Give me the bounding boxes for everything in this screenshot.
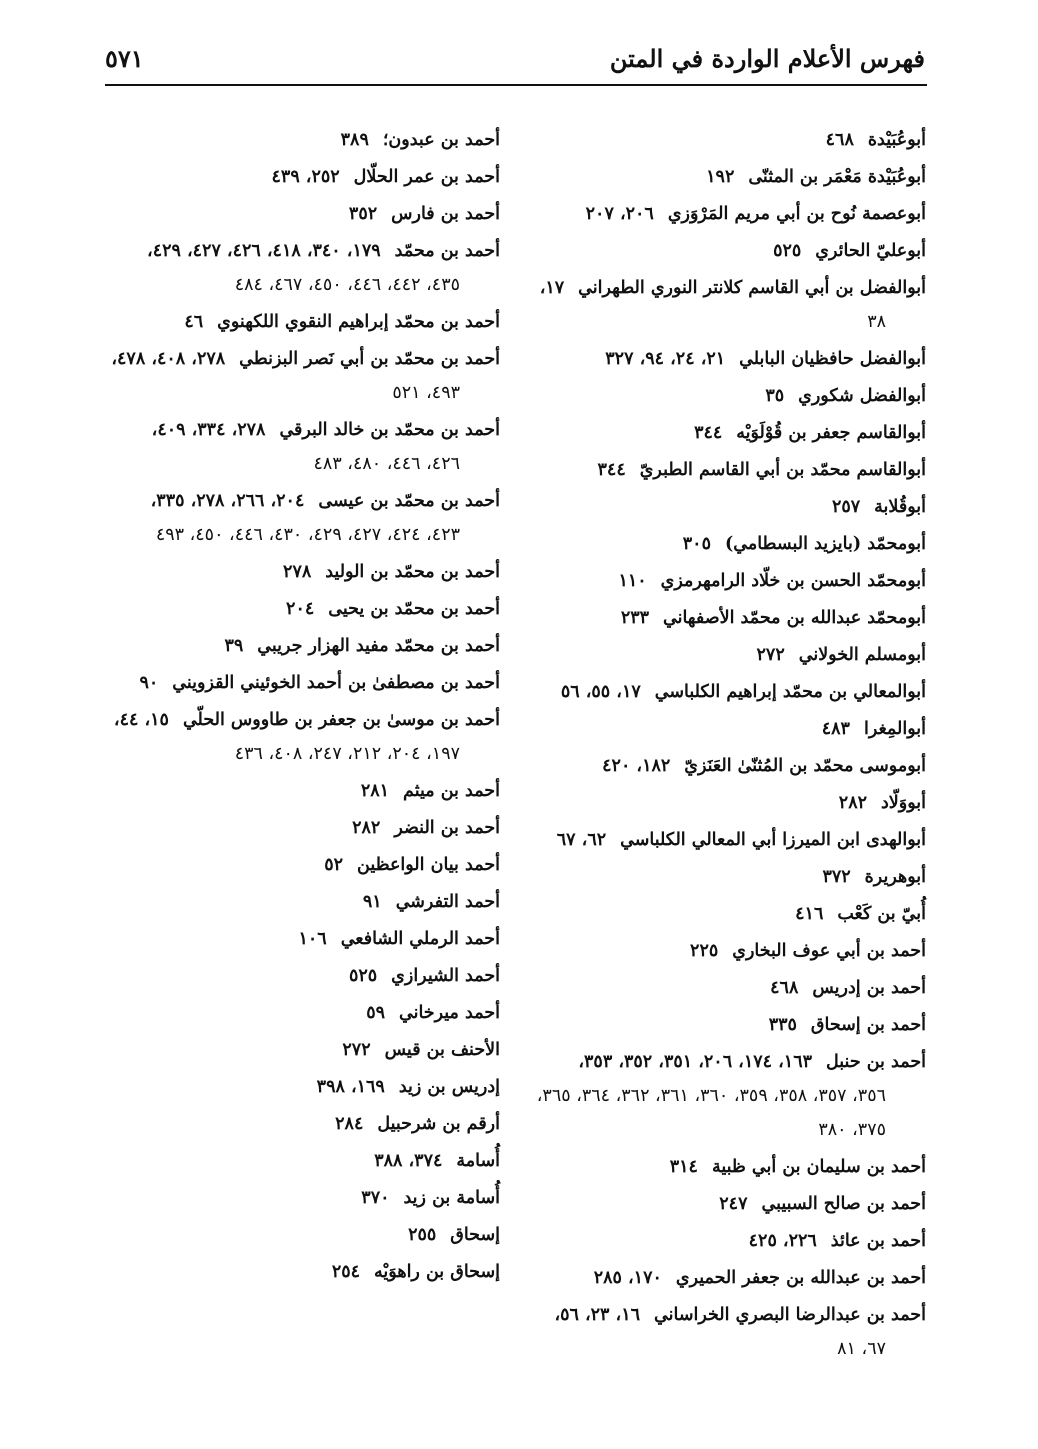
entry-page-refs: ٣٤٤ [694,423,723,443]
entry-name: أحمد بن إدريس [812,978,926,998]
entry-name: أحمد بن محمّد بن يحيى [328,599,500,619]
index-entry [506,933,926,970]
index-entry [506,1223,926,1260]
entry-page-refs: ٣٥ [765,386,785,406]
page-number: ٥٧١ [105,44,144,73]
entry-page-refs: ٥٢٥ [348,966,378,986]
index-entry [506,563,926,600]
entry-page-refs: ٥٢ [324,855,343,875]
index-entry [506,1297,926,1368]
entry-page-refs: ٣٩ [224,636,244,656]
entry-name: أحمد التفرشي [395,892,500,912]
index-entry [100,773,500,810]
entry-name: أحمد بن محمّد [394,241,500,261]
entry-name: أبوقُلابة [874,497,926,517]
index-entry [506,822,926,859]
entry-name: أبوالمعالي بن محمّد إبراهيم الكلباسي [654,682,926,702]
index-entry [506,1007,926,1044]
entry-page-refs: ٥٢٥ [773,241,802,261]
entry-page-refs: ٢٧٢ [342,1040,371,1060]
entry-page-refs: ٣٨٩ [340,130,369,150]
entry-page-refs: ٢٥٤ [331,1262,361,1282]
index-entry [100,1217,500,1254]
entry-page-refs-continued: ٣٨ [867,312,886,332]
index-entry [506,970,926,1007]
entry-name: أحمد بن عبدالله بن جعفر الحميري [675,1268,926,1288]
entry-page-refs: ٢٨١ [360,781,390,801]
entry-page-refs: ٤٦٨ [770,978,799,998]
index-entry [100,483,500,554]
entry-name: أحمد بن النضر [394,818,500,838]
entry-name: أُسامة [456,1151,500,1171]
entry-page-refs: ٢٧٨، ٣٣٤، ٤٠٩، [151,420,266,440]
entry-name: أبومحمّد عبدالله بن محمّد الأصفهاني [663,608,926,628]
entry-page-refs: ١٥، ٤٤، [113,710,169,730]
index-entry [506,270,926,341]
entry-page-refs: ٢٨٢ [838,793,867,813]
entry-page-refs: ١٠٦ [298,929,327,949]
index-entry [506,122,926,159]
entry-page-refs: ١٧، ٥٥، ٥٦ [560,682,641,702]
entry-page-refs: ٦٢، ٦٧ [556,830,607,850]
entry-name: أحمد بن محمّد بن الوليد [325,562,500,582]
entry-name: أبووَلّاد [881,793,926,813]
entry-page-refs: ٢٠٤ [286,599,315,619]
index-entry [100,921,500,958]
page-header [105,40,925,88]
entry-name: أحمد بن مصطفىٰ بن أحمد الخوئيني القزويني [172,673,500,693]
index-entry [100,1106,500,1143]
entry-page-refs: ٢٧٨، ٤٠٨، ٤٧٨، [111,349,226,369]
entry-name: أحمد بن إسحاق [810,1015,926,1035]
index-entry [100,1254,500,1291]
index-entry [506,1149,926,1186]
index-entry [506,526,926,563]
entry-name: أحمد بيان الواعظين [357,855,500,875]
entry-page-refs: ٤٨٣ [821,719,850,739]
index-entry [506,159,926,196]
entry-page-refs: ٣٣٥ [768,1015,797,1035]
index-column-right [506,122,926,1368]
index-entry [100,304,500,341]
entry-page-refs: ٣٤٤ [597,460,626,480]
entry-name: أحمد بن عائذ [830,1231,926,1251]
entry-name: أحمد بن ميثم [403,781,500,801]
entry-name: أبوالقاسم محمّد بن أبي القاسم الطبريّ [639,460,926,480]
entry-page-refs: ٢١، ٢٤، ٩٤، ٣٢٧ [605,349,726,369]
entry-page-refs: ٤٦ [184,312,204,332]
entry-page-refs: ٢٢٦، ٤٢٥ [748,1231,817,1251]
entry-page-refs: ٢٠٦، ٢٠٧ [585,204,654,224]
index-entry [100,847,500,884]
index-entry [506,748,926,785]
entry-page-refs: ٣٥٢ [348,204,378,224]
index-entry [506,600,926,637]
index-entry [100,412,500,483]
entry-name: أبوعُبَيْدة [867,130,926,150]
entry-name: أُسامة بن زيد [403,1188,500,1208]
entry-page-refs: ١٦٣، ١٧٤، ٢٠٦، ٣٥١، ٣٥٢، ٣٥٣، [578,1052,812,1072]
entry-page-refs-continued: ٦٧، ٨١ [837,1339,886,1359]
entry-name: أحمد بن صالح السبيبي [761,1194,926,1214]
index-entry [100,995,500,1032]
index-entry [100,341,500,412]
entry-page-refs: ٢٤٧ [719,1194,748,1214]
entry-page-refs: ٣٧٢ [822,867,851,887]
index-entry [506,637,926,674]
index-entry [100,1143,500,1180]
index-entry [100,554,500,591]
entry-page-refs: ١٨٢، ٤٢٠ [602,756,671,776]
entry-page-refs-continued: ٤٢٦، ٤٤٦، ٤٨٠، ٤٨٣ [313,454,460,474]
entry-name: أبوالمِغرا [863,719,926,739]
entry-page-refs: ٩١ [362,892,382,912]
index-entry [506,341,926,378]
index-entry [100,159,500,196]
entry-name: أبوعليّ الحائري [815,241,926,261]
entry-page-refs: ٢٧٨ [283,562,312,582]
entry-page-refs: ١٦، ٢٣، ٥٦، [554,1305,641,1325]
entry-name: أحمد الرملي الشافعي [340,929,500,949]
entry-name: أبومحمّد الحسن بن خلّاد الرامهرمزي [660,571,926,591]
entry-name: أحمد بن حنبل [826,1052,926,1072]
index-entry [100,1180,500,1217]
entry-page-refs: ١٧، [539,278,565,298]
entry-name: أحمد الشيرازي [391,966,500,986]
entry-name: أبوالقاسم جعفر بن قُوْلَوَيْه [736,423,926,443]
entry-page-refs: ٤١٦ [795,904,824,924]
entry-name: أبوهريرة [864,867,926,887]
entry-page-refs: ١١٠ [618,571,647,591]
index-entry [100,702,500,773]
entry-page-refs: ٩٠ [139,673,159,693]
entry-name: أبوموسى محمّد بن المُثنّىٰ العَنَزيّ [684,756,926,776]
entry-name: أحمد بن عبدالرضا البصري الخراساني [654,1305,926,1325]
index-entry [100,810,500,847]
index-entry [100,233,500,304]
index-entry [100,1069,500,1106]
entry-name: أحمد بن محمّد بن أبي نَصر البزنطي [239,349,500,369]
index-entry [506,859,926,896]
entry-page-refs: ١٧٠، ٢٨٥ [593,1268,662,1288]
entry-name: أبوعصمة نُوح بن أبي مريم المَرْوَزي [667,204,926,224]
entry-page-refs-continued: ٤٢٣، ٤٢٤، ٤٢٧، ٤٢٩، ٤٣٠، ٤٤٦، ٤٥٠، ٤٩٣ [155,525,460,545]
index-entry [100,665,500,702]
entry-name: أحمد بن محمّد إبراهيم النقوي اللكهنوي [217,312,500,332]
index-entry [100,958,500,995]
entry-page-refs: ٢٨٢ [352,818,381,838]
index-entry [506,378,926,415]
entry-name: أحمد بن موسىٰ بن جعفر بن طاووس الحلّي [182,710,500,730]
entry-name: الأحنف بن قيس [384,1040,500,1060]
entry-page-refs: ٢٣٣ [620,608,650,628]
entry-page-refs-continued: ٣٥٦، ٣٥٧، ٣٥٨، ٣٥٩، ٣٦٠، ٣٦١، ٣٦٢، ٣٦٤، ٣٦٥، ٣٧٥، ٣٨٠ [536,1086,886,1140]
entry-page-refs: ٢٥٥ [408,1225,437,1245]
entry-name: أحمد ميرخاني [399,1003,500,1023]
entry-name: أحمد بن محمّد بن عيسى [318,491,500,511]
index-entry [100,1032,500,1069]
entry-page-refs: ٣٧٤، ٣٨٨ [374,1151,443,1171]
index-entry [100,628,500,665]
entry-name: أحمد بن سليمان بن أبي ظبية [711,1157,926,1177]
entry-page-refs: ٣١٤ [669,1157,698,1177]
entry-name: أبومسلم الخولاني [798,645,926,665]
entry-page-refs-continued: ٤٣٥، ٤٤٢، ٤٤٦، ٤٥٠، ٤٦٧، ٤٨٤ [234,275,460,295]
index-entry [506,489,926,526]
entry-page-refs: ٢٥٧ [831,497,861,517]
entry-name: أبوالفضل شكوري [798,386,926,406]
entry-name: إدريس بن زيد [398,1077,500,1097]
index-entry [506,452,926,489]
index-entry [506,785,926,822]
entry-name: أُبيّ بن كَعْب [837,904,926,924]
entry-name: إسحاق بن راهوَيْه [374,1262,500,1282]
entry-page-refs: ١٧٩، ٣٤٠، ٤١٨، ٤٢٦، ٤٢٧، ٤٢٩، [147,241,381,261]
entry-page-refs: ٤٦٨ [825,130,854,150]
entry-name: إسحاق [450,1225,500,1245]
entry-page-refs: ١٩٢ [706,167,735,187]
entry-page-refs: ٢٥٢، ٤٣٩ [271,167,340,187]
entry-page-refs: ٢٧٢ [756,645,785,665]
entry-name: أبوعُبَيْدة مَعْمَر بن المثنّى [748,167,926,187]
entry-page-refs: ٣٠٥ [682,534,711,554]
index-entry [100,591,500,628]
index-entry [506,674,926,711]
index-title: فهرس الأعلام الواردة في المتن [609,44,925,73]
index-entry [100,884,500,921]
entry-name: أحمد بن عبدون؛ [382,130,500,150]
entry-name: أحمد بن فارس [391,204,500,224]
index-entry [100,122,500,159]
index-column-left [100,122,500,1291]
index-entry [506,1260,926,1297]
index-entry [506,896,926,933]
entry-name: أبومحمّد (بايزيد البسطامي) [724,534,926,554]
entry-page-refs: ٢٠٤، ٢٦٦، ٢٧٨، ٣٣٥، [150,491,305,511]
header-rule [105,84,927,86]
entry-page-refs: ٢٨٤ [335,1114,364,1134]
entry-page-refs: ٣٧٠ [361,1188,390,1208]
index-entry [506,196,926,233]
entry-name: أبوالفضل حافظيان البابلي [739,349,926,369]
entry-name: أحمد بن أبي عوف البخاري [732,941,926,961]
entry-name: أحمد بن محمّد بن خالد البرقي [279,420,500,440]
entry-name: أبوالفضل بن أبي القاسم كلانتر النوري الطهراني [578,278,926,298]
entry-page-refs: ٥٩ [366,1003,385,1023]
index-entry [100,196,500,233]
index-entry [506,1044,926,1149]
entry-name: أحمد بن محمّد مفيد الهزار جريبي [257,636,500,656]
index-entry [506,415,926,452]
entry-page-refs-continued: ٤٩٣، ٥٢١ [392,383,460,403]
entry-name: أرقم بن شرحبيل [377,1114,500,1134]
entry-page-refs-continued: ١٩٧، ٢٠٤، ٢١٢، ٢٤٧، ٤٠٨، ٤٣٦ [234,744,460,764]
index-entry [506,711,926,748]
index-entry [506,233,926,270]
index-entry [506,1186,926,1223]
entry-name: أحمد بن عمر الحلّال [353,167,500,187]
entry-name: أبوالهدى ابن الميرزا أبي المعالي الكلباسي [620,830,926,850]
entry-page-refs: ١٦٩، ٣٩٨ [316,1077,385,1097]
entry-page-refs: ٢٢٥ [690,941,719,961]
